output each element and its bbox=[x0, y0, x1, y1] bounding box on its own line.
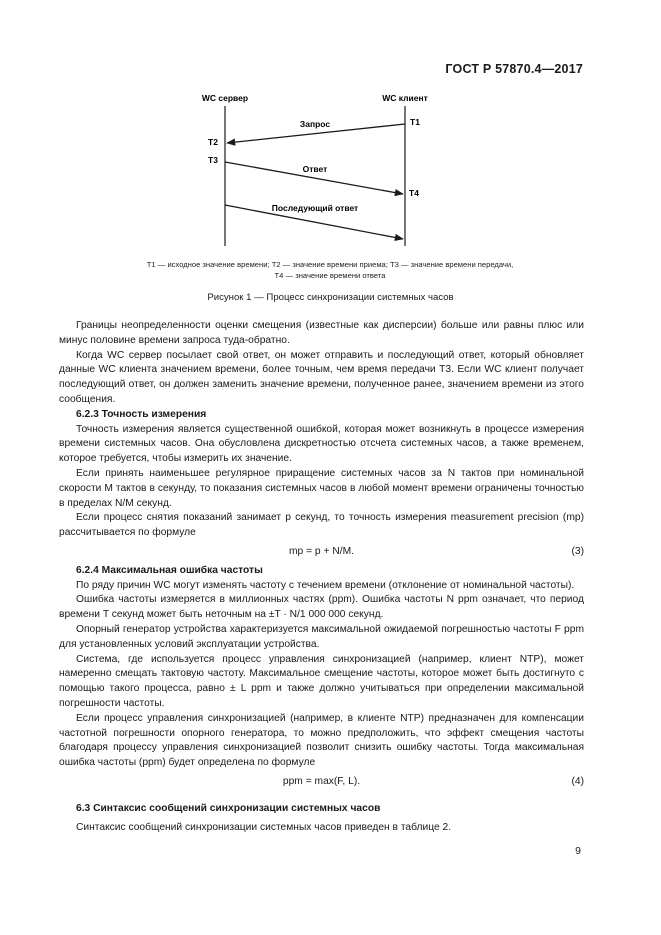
t4-label: T4 bbox=[409, 188, 419, 198]
page-number: 9 bbox=[575, 845, 581, 857]
standard-designation: ГОСТ Р 57870.4—2017 bbox=[445, 62, 583, 76]
t1-label: T1 bbox=[410, 117, 420, 127]
paragraph: Если принять наименьшее регулярное приращение системных часов за N тактов при номинальной скорости M тактов в секунду, то показания системных часов в любой момент времени ограничены точностью в пределах N/M секунд. bbox=[59, 467, 584, 509]
followup-label: Последующий ответ bbox=[271, 203, 359, 213]
paragraph: Опорный генератор устройства характеризуется максимальной ожидаемой погрешностью частоты F ppm для установленных условий эксплуатации устройства. bbox=[59, 623, 584, 650]
section-heading-6-2-4: 6.2.4 Максимальная ошибка частоты bbox=[76, 564, 263, 576]
t2-label: T2 bbox=[208, 137, 218, 147]
figure-legend-line2: T4 — значение времени ответа bbox=[274, 271, 386, 280]
section-heading-6-2-3: 6.2.3 Точность измерения bbox=[76, 408, 207, 420]
formula-number: (4) bbox=[571, 775, 584, 787]
body-text bbox=[59, 319, 584, 835]
t3-label: T3 bbox=[208, 155, 218, 165]
paragraph: Если процесс снятия показаний занимает p секунд, то точность измерения measurement precision (mp) рассчитывается по формуле bbox=[59, 512, 584, 539]
paragraph: Система, где используется процесс управления синхронизацией (например, клиент NTP), может намеренно смещать тактовую частоту. Максимальное смещение частоты, которое может быть достигнуто с помощью такого процесса, равно ± L ppm и также должно учитываться при определении максимальной погрешности частоты. bbox=[59, 653, 584, 709]
formula-4 bbox=[59, 775, 584, 790]
paragraph: Границы неопределенности оценки смещения (известные как дисперсии) больше или равны плюс или минус половине времени запроса туда-обратно. bbox=[59, 320, 584, 346]
figure-legend-line1: T1 — исходное значение времени; T2 — значение времени приема; T3 — значение времени передачи, bbox=[146, 260, 514, 269]
formula-expression: ppm = max(F, L). bbox=[282, 775, 361, 787]
formula-number: (3) bbox=[571, 545, 584, 557]
paragraph: Если процесс управления синхронизацией (например, в клиенте NTP) предназначен для компенсации частотной погрешности опорного генератора, то можно предположить, что эффект смещения частоты благодаря процессу управления синхронизацией позволит снизить ошибку частоты. Тогда максимальная ошибка частоты (ppm) будет определена по формуле bbox=[59, 712, 584, 769]
paragraph: Когда WC сервер посылает свой ответ, он может отправить и последующий ответ, который обновляет данные WC клиента значением времени, более точным, чем время передачи T3. Если WC клиент получает последующий ответ, он должен заменить значение времени, полученное ранее, значением времени из этого сообщения. bbox=[59, 349, 584, 405]
client-label: WC клиент bbox=[382, 93, 428, 103]
server-label: WC сервер bbox=[201, 93, 249, 103]
paragraph: Точность измерения является существенной ошибкой, которая может возникнуть в процессе измерения времени системных часов. Она обусловлена дискретностью отсчета системных часов, а также временем, которое требуется, чтобы измерить их значение. bbox=[59, 423, 584, 465]
formula-3 bbox=[59, 545, 584, 560]
figure-caption: Рисунок 1 — Процесс синхронизации системных часов bbox=[207, 292, 454, 303]
sync-sequence-diagram bbox=[0, 0, 661, 260]
paragraph: По ряду причин WC могут изменять частоту с течением времени (отклонение от номинальной частоты). bbox=[76, 579, 575, 591]
section-heading-6-3: 6.3 Синтаксис сообщений синхронизации системных часов bbox=[76, 802, 381, 814]
paragraph: Ошибка частоты измеряется в миллионных частях (ppm). Ошибка частоты N ppm означает, что период времени T секунд может быть неточным на ±T · N/1 000 000 секунд. bbox=[59, 594, 584, 621]
request-label: Запрос bbox=[299, 119, 331, 129]
paragraph: Синтаксис сообщений синхронизации системных часов приведен в таблице 2. bbox=[76, 821, 452, 833]
formula-expression: mp = p + N/M. bbox=[289, 545, 354, 557]
response-label: Ответ bbox=[302, 164, 328, 174]
